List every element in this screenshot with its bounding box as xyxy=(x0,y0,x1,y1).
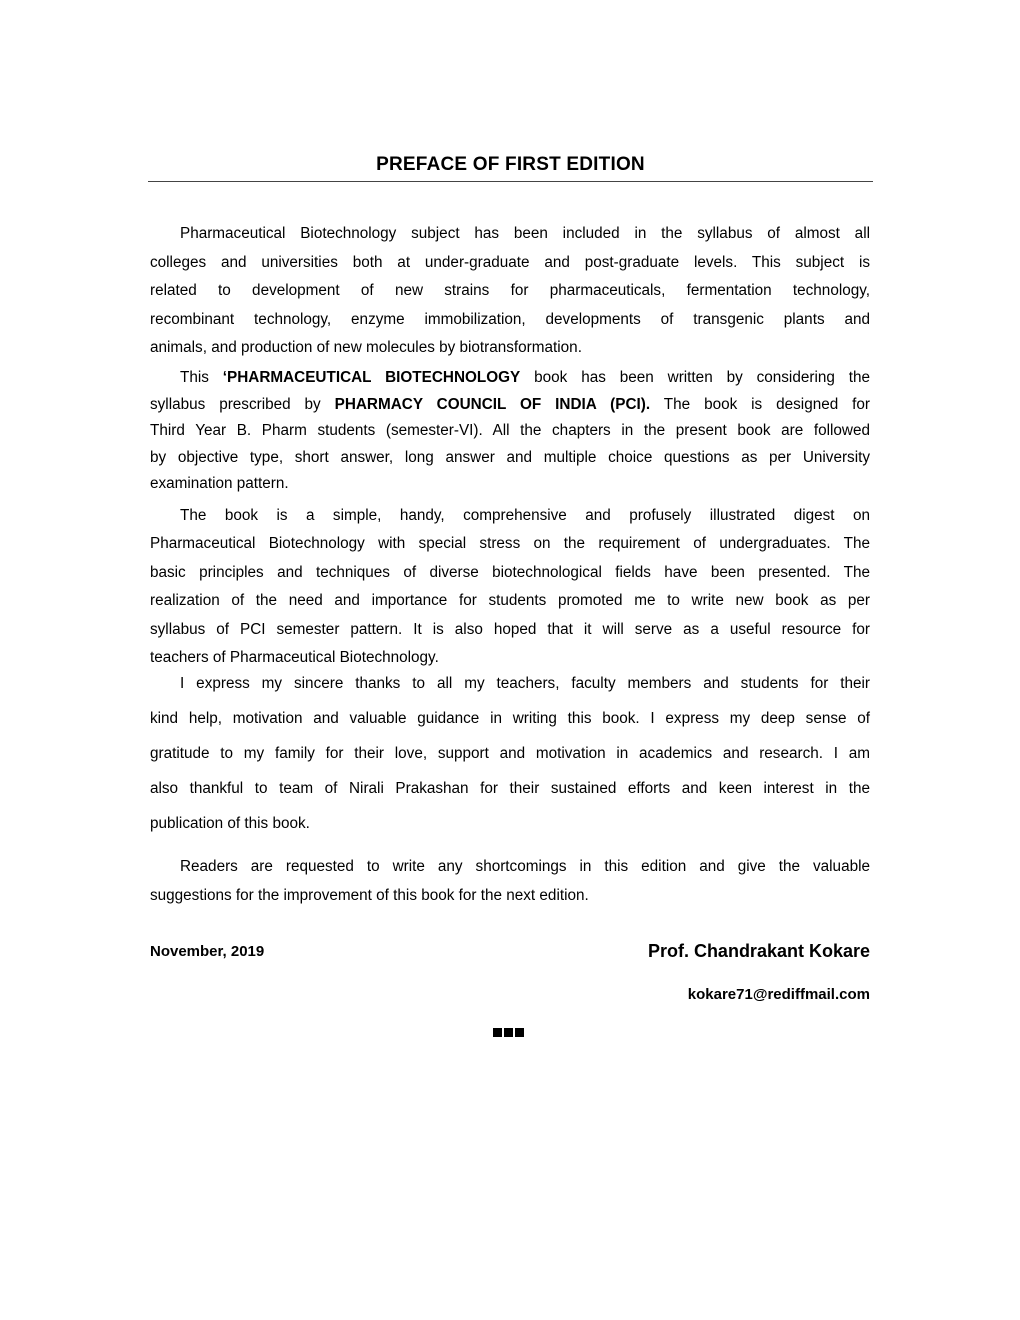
text-segment: basic principles and techniques of diverse biotechnological fields have been presented. The xyxy=(150,563,870,581)
paragraph-acknowledgements xyxy=(150,666,870,841)
text-line xyxy=(150,418,870,445)
text-line xyxy=(150,853,870,882)
text-segment: examination pattern. xyxy=(150,475,289,493)
text-segment: publication of this book. xyxy=(150,815,310,832)
signature-date: November, 2019 xyxy=(150,943,265,960)
text-segment: by objective type, short answer, long answer and multiple choice questions as per University xyxy=(150,448,870,466)
text-segment: also thankful to team of Nirali Prakashan for their sustained efforts and keen interest in the xyxy=(150,780,870,797)
bold-text: ‘PHARMACEUTICAL BIOTECHNOLOGY xyxy=(222,369,521,386)
text-segment: teachers of Pharmaceutical Biotechnology. xyxy=(150,649,439,667)
text-line xyxy=(150,806,870,841)
text-segment: suggestions for the improvement of this book for the next edition. xyxy=(150,886,589,904)
text-segment: realization of the need and importance for students promoted me to write new book as per xyxy=(150,592,870,610)
text-segment: Pharmaceutical Biotechnology subject has been included in the syllabus of almost all xyxy=(180,225,870,242)
text-segment: Pharmaceutical Biotechnology with special stress on the requirement of undergraduates. The xyxy=(150,535,870,553)
signature-email: kokare71@rediffmail.com xyxy=(687,986,870,1003)
text-segment: Third Year B. Pharm students (semester-VI). All the chapters in the present book are followed xyxy=(150,422,870,440)
text-line xyxy=(150,306,870,335)
text-segment: gratitude to my family for their love, support and motivation in academics and research. I am xyxy=(150,745,870,762)
text-segment: I express my sincere thanks to all my teachers, faculty members and students for their xyxy=(180,675,870,692)
text-line xyxy=(150,701,870,736)
text-segment: recombinant technology, enzyme immobilization, developments of transgenic plants and xyxy=(150,310,870,328)
end-mark xyxy=(493,1028,502,1037)
text-segment: related to development of new strains for pharmaceuticals, fermentation technology, xyxy=(150,282,870,299)
end-mark xyxy=(515,1028,524,1037)
text-segment: The book is designed for xyxy=(650,395,871,413)
text-line xyxy=(150,334,870,363)
text-line xyxy=(150,530,870,558)
text-segment: This xyxy=(180,369,223,386)
text-segment: The book is a simple, handy, comprehensive and profusely illustrated digest on xyxy=(180,507,870,524)
text-line xyxy=(150,365,870,392)
text-line xyxy=(150,587,870,615)
text-line xyxy=(150,882,870,911)
text-segment: book has been written by considering the xyxy=(520,369,871,386)
text-line xyxy=(150,666,870,701)
text-segment: animals, and production of new molecules by biotransformation. xyxy=(150,339,582,356)
paragraph-intro xyxy=(150,220,870,363)
text-line xyxy=(150,616,870,644)
title-underline xyxy=(148,181,873,182)
text-line xyxy=(150,392,870,419)
page-title: PREFACE OF FIRST EDITION xyxy=(376,154,645,175)
bold-text: PHARMACY COUNCIL OF INDIA (PCI). xyxy=(334,395,651,413)
text-segment: colleges and universities both at under-graduate and post-graduate levels. This subject is xyxy=(150,253,870,271)
text-line xyxy=(150,249,870,278)
paragraph-book-description xyxy=(150,502,870,672)
text-line xyxy=(150,502,870,530)
text-segment: Readers are requested to write any shortcomings in this edition and give the valuable xyxy=(180,858,870,875)
paragraph-reader-request xyxy=(150,853,870,910)
text-line xyxy=(150,559,870,587)
end-of-section-marks xyxy=(493,1028,524,1037)
end-mark xyxy=(504,1028,513,1037)
paragraph-book-scope xyxy=(150,365,870,498)
text-line xyxy=(150,471,870,498)
signature-author: Prof. Chandrakant Kokare xyxy=(647,941,870,961)
text-line xyxy=(150,771,870,806)
text-line xyxy=(150,277,870,306)
text-line xyxy=(150,445,870,472)
text-segment: kind help, motivation and valuable guidance in writing this book. I express my deep sense of xyxy=(150,710,870,727)
text-segment: syllabus of PCI semester pattern. It is also hoped that it will serve as a useful resource for xyxy=(150,620,870,638)
text-line xyxy=(150,736,870,771)
text-line xyxy=(150,220,870,249)
text-segment: syllabus prescribed by xyxy=(150,395,335,413)
